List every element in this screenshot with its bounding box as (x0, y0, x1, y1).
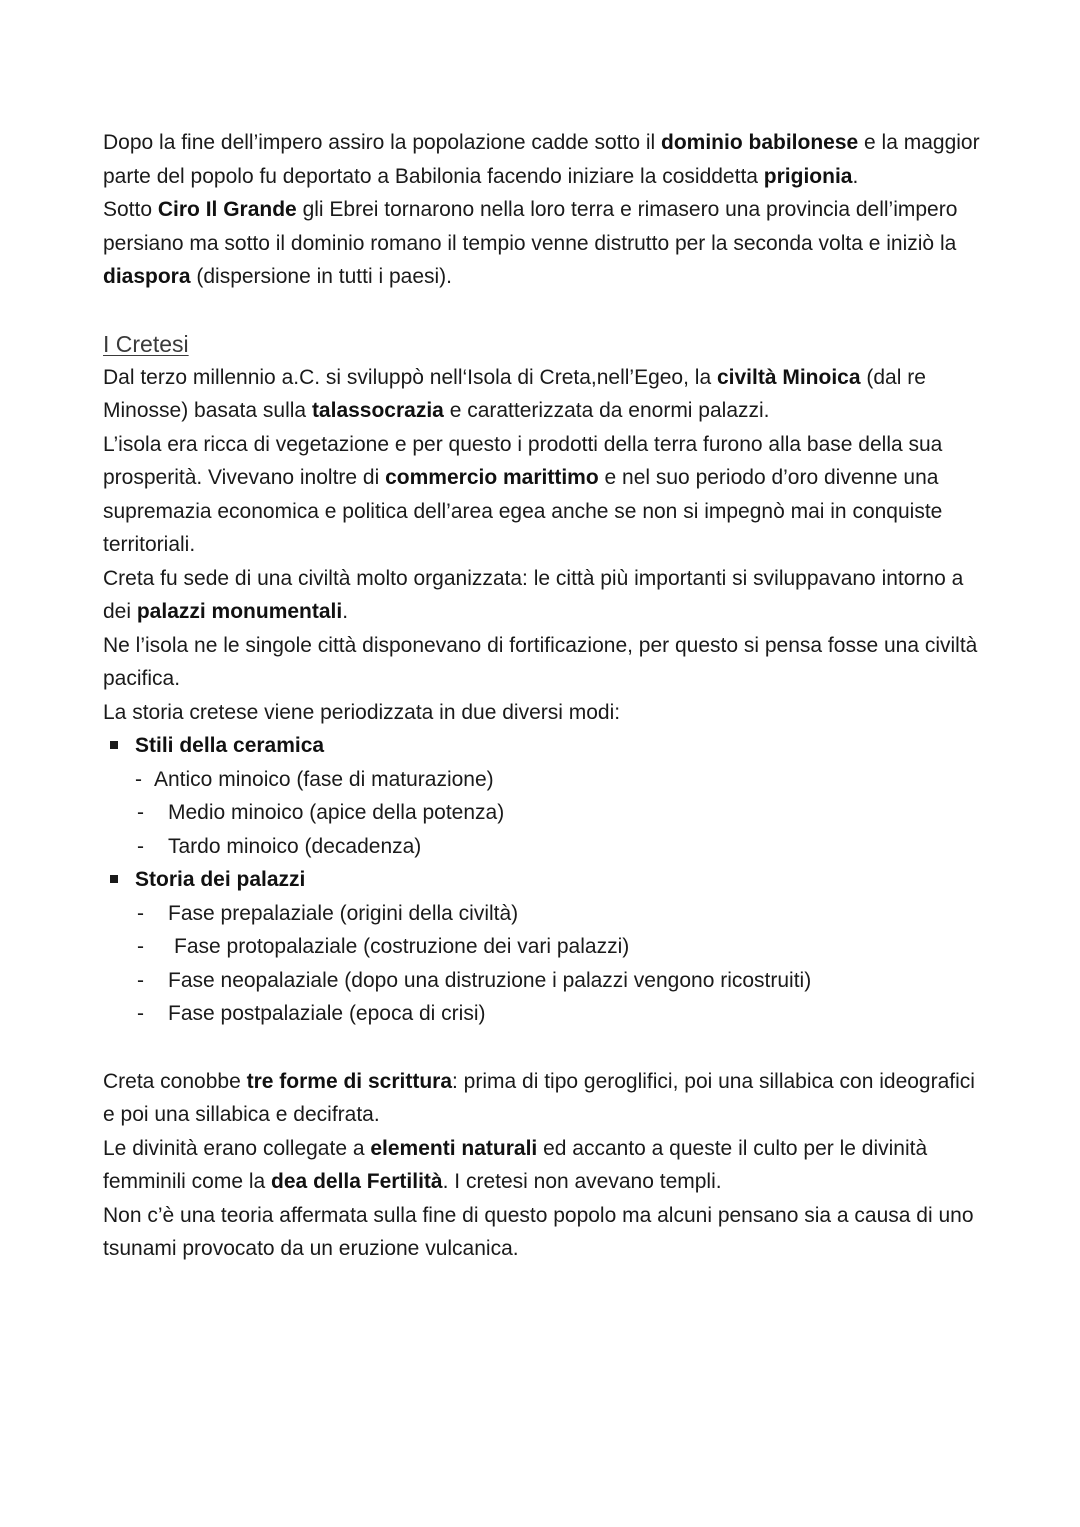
paragraph-peaceful: Ne l’isola ne le singole città disponevano di fortificazione, per questo si pensa fosse una civiltà pacifica. (103, 633, 978, 690)
paragraph-palaces: Creta fu sede di una civiltà molto organizzata: le città più importanti si sviluppavano intorno a dei palazzi monumentali. (103, 566, 964, 623)
list-item: - Tardo minoico (decadenza) (137, 834, 422, 858)
square-bullet-icon (110, 875, 118, 883)
bullet-palace-history: Storia dei palazzi (103, 863, 983, 897)
paragraph-prosperity: L’isola era ricca di vegetazione e per questo i prodotti della terra furono alla base della sua prosperità. Vivevano inoltre di commercio marittimo e nel suo periodo d’oro divenne una supremazia economica e politica dell’area egea anche se non si impegnò mai in conquiste territoriali. (103, 432, 943, 556)
list-item: - Fase protopalaziale (costruzione dei vari palazzi) (137, 935, 630, 958)
list-item: - Fase prepalaziale (origini della civiltà) (137, 901, 519, 925)
square-bullet-icon (110, 741, 118, 749)
document-page (103, 126, 983, 1266)
paragraph-periodization: La storia cretese viene periodizzata in due diversi modi: (103, 700, 621, 724)
paragraph-writing: Creta conobbe tre forme di scrittura: prima di tipo geroglifici, poi una sillabica con ideografici e poi una sillabica e decifrata. (103, 1069, 975, 1126)
bullet-ceramic-styles: Stili della ceramica (103, 729, 983, 763)
list-item: - Fase neopalaziale (dopo una distruzione i palazzi vengono ricostruiti) (137, 968, 812, 992)
paragraph-end-theory: Non c’è una teoria affermata sulla fine di questo popolo ma alcuni pensano sia a causa di uno tsunami provocato da un eruzione vulcanica. (103, 1203, 974, 1260)
paragraph-minoan-civilization: Dal terzo millennio a.C. si sviluppò nell‘Isola di Creta,nell’Egeo, la civiltà Minoica (dal re Minosse) basata sulla talassocrazia e caratterizzata da enormi palazzi. (103, 365, 926, 422)
list-item: - Antico minoico (fase di maturazione) (135, 767, 494, 791)
paragraph-deities: Le divinità erano collegate a elementi naturali ed accanto a queste il culto per le divinità femminili come la dea della Fertilità. I cretesi non avevano templi. (103, 1136, 928, 1193)
list-item: - Medio minoico (apice della potenza) (137, 801, 505, 824)
list-item: - Fase postpalaziale (epoca di crisi) (137, 1002, 486, 1025)
paragraph-diaspora: Sotto Ciro Il Grande gli Ebrei tornarono nella loro terra e rimasero una provincia dell’impero persiano ma sotto il dominio romano il tempio venne distrutto per la seconda volta e iniziò la diaspora (dispersione in tutti i paesi). (103, 198, 958, 288)
paragraph-babylonian-captivity: Dopo la fine dell’impero assiro la popolazione cadde sotto il dominio babilonese e la maggior parte del popolo fu deportato a Babilonia facendo iniziare la cosiddetta prigionia. (103, 131, 980, 188)
section-heading: I Cretesi (103, 330, 189, 357)
